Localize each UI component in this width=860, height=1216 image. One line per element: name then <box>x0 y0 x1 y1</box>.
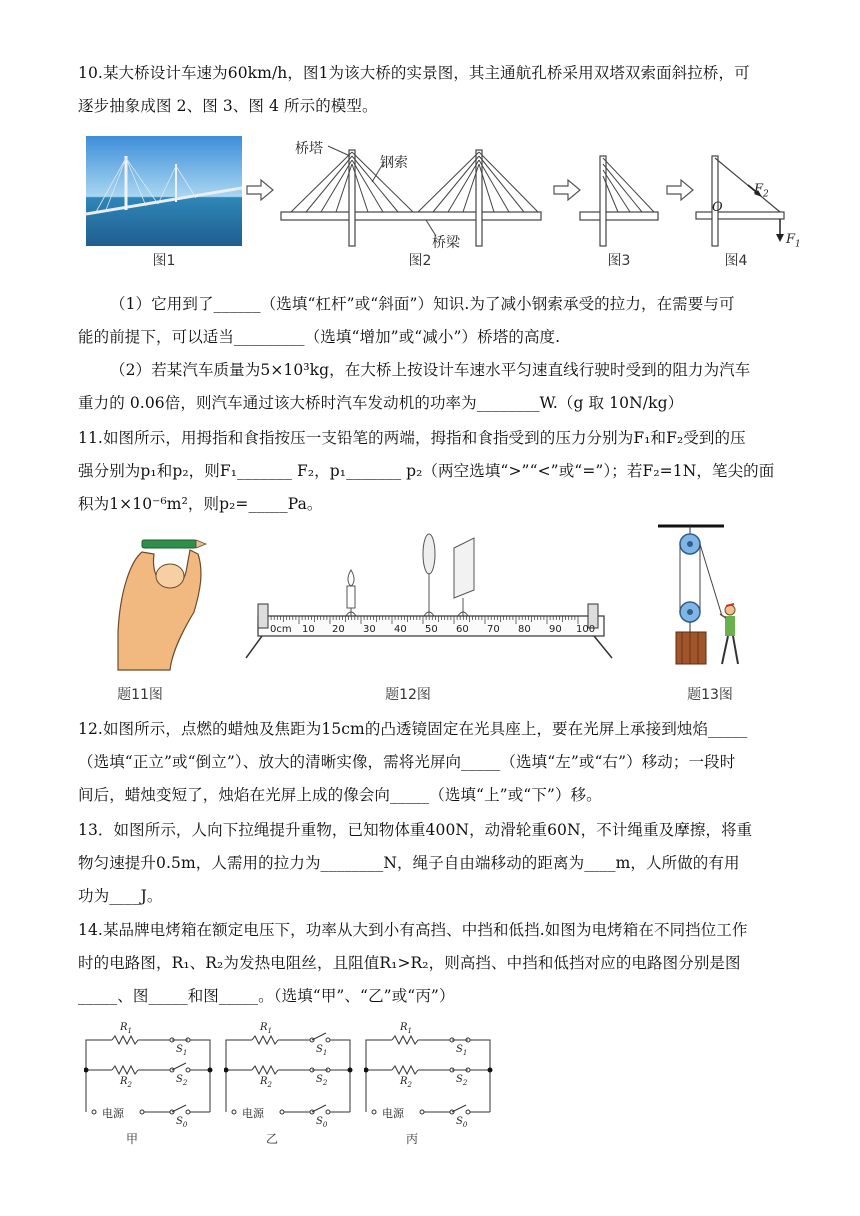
circuit-svg <box>224 1018 354 1143</box>
ruler-tick: 70 <box>487 624 500 635</box>
circuit-0 <box>84 1018 214 1146</box>
r2-label: $R_2$ <box>260 1076 272 1089</box>
beam-label: 桥梁 <box>432 235 460 251</box>
pulley-illustration <box>650 522 750 672</box>
q10-part1-line1: （1）它用到了______（选填“杠杆”或“斜面”）知识.为了减小钢索承受的拉力，在需要与可 <box>110 295 735 313</box>
bridge-photo <box>86 136 242 246</box>
q10-line2: 逐步抽象成图 2、图 3、图 4 所示的模型。 <box>78 97 378 115</box>
pivot-o-label: O <box>712 200 723 215</box>
s1-label: $S_1$ <box>316 1044 328 1057</box>
circuit-caption: 丙 <box>405 1132 418 1146</box>
ruler-tick: 20 <box>332 624 345 635</box>
ruler-tick: 80 <box>518 624 531 635</box>
half-tower-diagram <box>578 152 662 252</box>
s0-label: $S_0$ <box>316 1116 328 1129</box>
power-source-label: 电源 <box>102 1107 124 1120</box>
s0-label: $S_0$ <box>176 1116 188 1129</box>
fig3-caption: 图3 <box>607 253 631 269</box>
s2-label: $S_2$ <box>456 1074 468 1087</box>
s2-label: $S_2$ <box>176 1074 188 1087</box>
q14-line3: _____、图_____和图_____。（选填“甲”、“乙”或“丙”） <box>78 987 455 1005</box>
fig2-caption: 图2 <box>408 253 432 269</box>
circuit-svg <box>364 1018 494 1143</box>
q12-line1: 12.如图所示，点燃的蜡烛及焦距为15cm的凸透镜固定在光具座上，要在光屏上承接到烛焰_____ <box>78 720 748 738</box>
s1-label: $S_1$ <box>176 1044 188 1057</box>
ruler-tick: 50 <box>425 624 438 635</box>
circuit-2 <box>364 1018 494 1146</box>
ruler-tick: 40 <box>394 624 407 635</box>
hand-pencil-illustration <box>112 532 212 672</box>
ruler-tick-labels <box>262 624 602 638</box>
arrow-icon <box>665 178 695 202</box>
s1-label: $S_1$ <box>456 1044 468 1057</box>
ruler-tick: 0cm <box>270 624 292 635</box>
q13-line2: 物匀速提升0.5m，人需用的拉力为________N，绳子自由端移动的距离为____m，人所做的有用 <box>78 854 740 872</box>
ruler-tick: 30 <box>363 624 376 635</box>
fig-q12-caption: 题12图 <box>385 687 431 703</box>
force-f2-label: $F_2$ <box>754 182 769 200</box>
circuit-caption: 甲 <box>125 1132 138 1146</box>
r1-label: $R_1$ <box>260 1022 272 1035</box>
q12-line3: 间后，蜡烛变短了，烛焰在光屏上成的像会向_____（选填“上”或“下”）移。 <box>78 786 602 804</box>
cable-label: 钢索 <box>380 155 408 171</box>
ruler-tick: 100 <box>576 624 596 635</box>
q13-line3: 功为____J。 <box>78 887 163 905</box>
ruler-tick: 10 <box>302 624 315 635</box>
r1-label: $R_1$ <box>400 1022 412 1035</box>
lever-model-diagram <box>694 152 794 252</box>
s2-label: $S_2$ <box>316 1074 328 1087</box>
q10-part2-line1: （2）若某汽车质量为5×10³kg，在大桥上按设计车速水平匀速直线行驶时受到的阻力为汽车 <box>110 361 751 379</box>
circuit-1 <box>224 1018 354 1146</box>
q10-line1: 10.某大桥设计车速为60km/h，图1为该大桥的实景图，其主通航孔桥采用双塔双索面斜拉桥，可 <box>78 64 750 82</box>
q11-line3: 积为1×10⁻⁶m²，则p₂=_____Pa。 <box>78 495 323 513</box>
power-source-label: 电源 <box>382 1107 404 1120</box>
q14-line2: 时的电路图，R₁、R₂为发热电阻丝，且阻值R₁>R₂，则高挡、中挡和低挡对应的电路图分别是图 <box>78 954 741 972</box>
q11-line2: 强分别为p₁和p₂，则F₁_______ F₂，p₁_______ p₂（两空选填“>”“<”或“=”）；若F₂=1N，笔尖的面 <box>78 462 775 480</box>
r2-label: $R_2$ <box>400 1076 412 1089</box>
force-f1-label: $F_1$ <box>786 232 801 250</box>
circuit-caption: 乙 <box>265 1132 278 1146</box>
s0-label: $S_0$ <box>456 1116 468 1129</box>
q13-line1: 13．如图所示，人向下拉绳提升重物，已知物体重400N，动滑轮重60N，不计绳重及摩擦，将重 <box>78 821 753 839</box>
optical-bench-illustration <box>240 528 620 663</box>
fig-q11-caption: 题11图 <box>117 687 163 703</box>
q11-line1: 11.如图所示，用拇指和食指按压一支铅笔的两端，拇指和食指受到的压力分别为F₁和F₂受到的压 <box>78 429 746 447</box>
fig1-caption: 图1 <box>152 253 176 269</box>
q10-part1-line2: 能的前提下，可以适当_________（选填“增加”或“减小”）桥塔的高度. <box>78 328 561 346</box>
tower-label: 桥塔 <box>295 141 323 157</box>
arrow-icon <box>245 178 275 202</box>
fig4-caption: 图4 <box>724 253 748 269</box>
q14-line1: 14.某品牌电烤箱在额定电压下，功率从大到小有高挡、中挡和低挡.如图为电烤箱在不同挡位工作 <box>78 921 748 939</box>
ruler-tick: 90 <box>549 624 562 635</box>
q12-line2: （选填“正立”或“倒立”）、放大的清晰实像，需将光屏向_____（选填“左”或“右”）移动；一段时 <box>78 753 736 771</box>
circuit-svg <box>84 1018 214 1143</box>
q10-part2-line2: 重力的 0.06倍，则汽车通过该大桥时汽车发动机的功率为________W.（g 取 10N/kg） <box>78 394 684 412</box>
r2-label: $R_2$ <box>120 1076 132 1089</box>
fig-q13-caption: 题13图 <box>687 687 733 703</box>
r1-label: $R_1$ <box>120 1022 132 1035</box>
power-source-label: 电源 <box>242 1107 264 1120</box>
ruler-tick: 60 <box>456 624 469 635</box>
